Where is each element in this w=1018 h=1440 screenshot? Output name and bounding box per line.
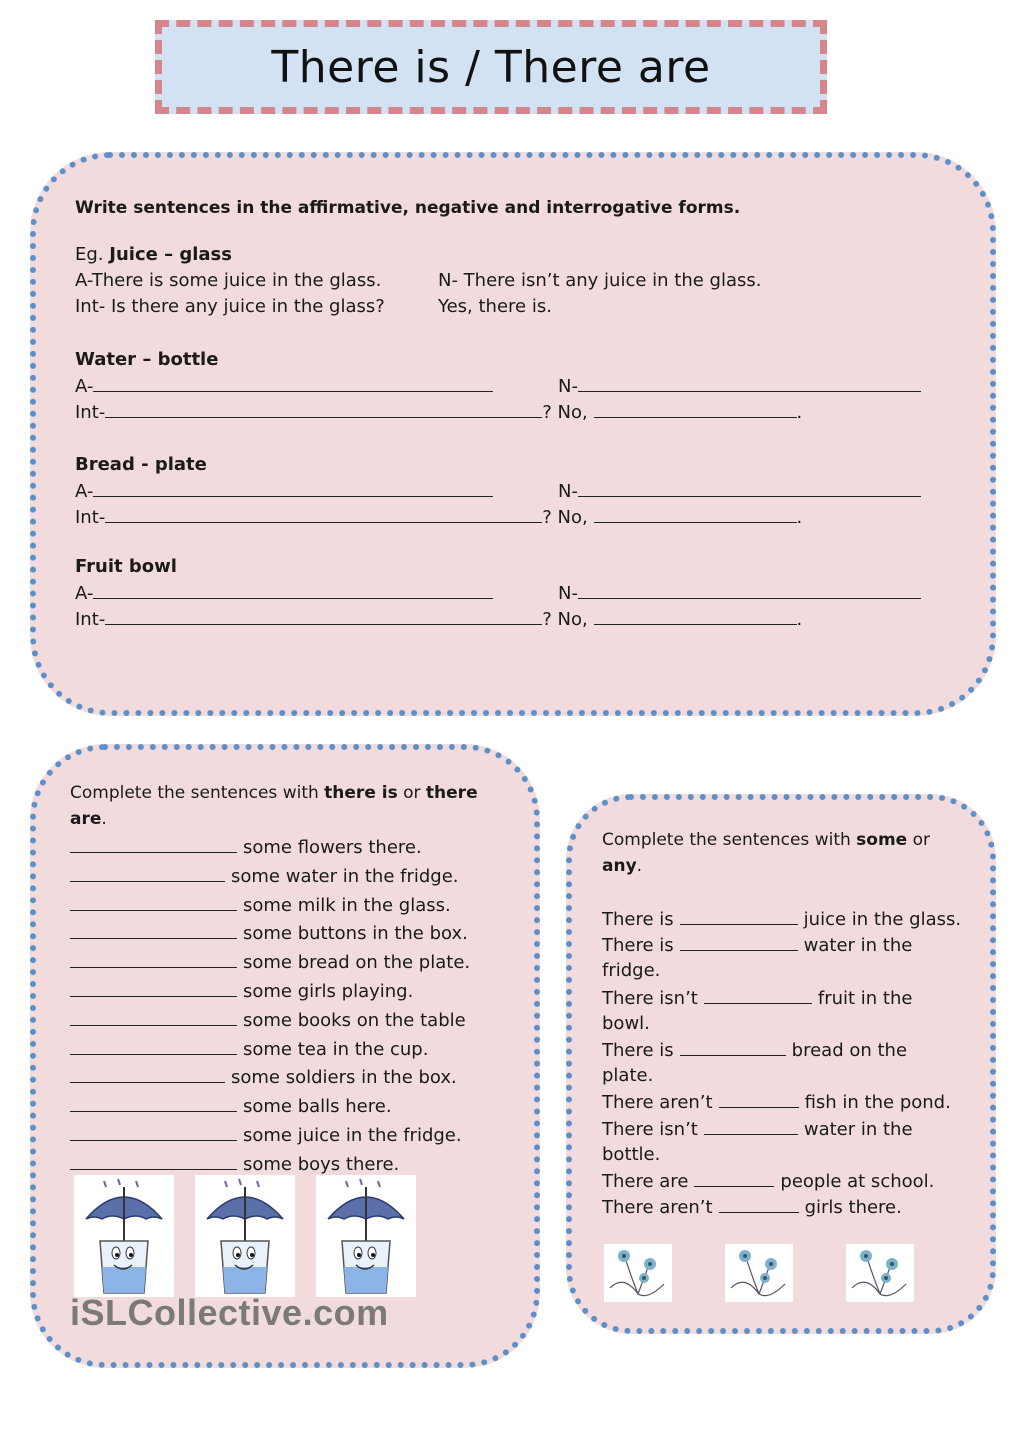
sentence-text: some soldiers in the box. [231, 1067, 457, 1089]
example-negative: N- There isn’t any juice in the glass. [438, 270, 762, 291]
sentence-text: some flowers there. [243, 837, 422, 858]
fill-in-sentence: There is juice in the glass. [602, 906, 961, 933]
title-box [155, 20, 827, 114]
flower-icon [846, 1244, 914, 1302]
answer-blank[interactable] [70, 892, 237, 911]
sentence-text: some boys there. [243, 1153, 400, 1175]
fill-in-sentence: There aren’t fish in the pond. [602, 1089, 951, 1116]
flower-icon [725, 1244, 793, 1302]
fill-in-sentence: There aren’t girls there. [602, 1194, 902, 1221]
umbrella-glass-icon [74, 1175, 174, 1297]
item-heading: Water – bottle [75, 349, 219, 370]
answer-blank[interactable] [578, 580, 921, 599]
fill-in-sentence [70, 1093, 392, 1120]
fill-in-sentence: There is bread on the [602, 1037, 907, 1064]
sentence-text: some balls here. [243, 1096, 392, 1118]
exercise-3-instruction-cont: any. [602, 856, 643, 876]
fill-in-sentence [70, 949, 470, 976]
answer-blank[interactable] [578, 373, 921, 392]
item-affirmative: A- [75, 373, 493, 400]
sentence-text: some tea in the cup. [243, 1038, 429, 1060]
item-negative: N- [558, 478, 921, 505]
fill-in-sentence: There isn’t fruit in the [602, 985, 912, 1012]
answer-blank[interactable] [93, 478, 493, 497]
item-heading: Bread - plate [75, 454, 207, 475]
fill-in-sentence [70, 1064, 457, 1091]
umbrella-glass-icon [195, 1175, 295, 1297]
answer-blank[interactable] [694, 1168, 774, 1187]
fill-in-sentence: bowl. [602, 1012, 650, 1034]
example-heading: Eg. Juice – glass [75, 244, 232, 265]
answer-blank[interactable] [93, 373, 493, 392]
answer-blank[interactable] [70, 1007, 237, 1026]
answer-blank[interactable] [105, 606, 542, 625]
answer-blank[interactable] [70, 949, 237, 968]
sentence-text: some buttons in the box. [243, 923, 468, 945]
answer-blank[interactable] [704, 985, 812, 1004]
sentence-text: some juice in the fridge. [243, 1125, 462, 1146]
answer-blank[interactable] [70, 978, 237, 997]
fill-in-sentence: bottle. [602, 1143, 661, 1165]
example-affirmative: A-There is some juice in the glass. [75, 270, 382, 291]
answer-blank[interactable] [719, 1089, 799, 1108]
fill-in-sentence [70, 978, 413, 1005]
answer-blank[interactable] [70, 863, 225, 882]
item-affirmative: A- [75, 580, 493, 607]
fill-in-sentence [70, 863, 459, 890]
fill-in-sentence: There isn’t water in the [602, 1116, 913, 1143]
fill-in-sentence [70, 1151, 399, 1178]
fill-in-sentence [70, 892, 451, 919]
answer-blank[interactable] [719, 1194, 799, 1213]
exercise-3-instruction: Complete the sentences with some or [602, 830, 931, 850]
example-answer: Yes, there is. [438, 296, 552, 317]
exercise-2-instruction-cont: are. [70, 809, 107, 829]
answer-blank[interactable] [680, 906, 798, 925]
sentence-text: some milk in the glass. [243, 894, 451, 916]
fill-in-sentence: fridge. [602, 960, 661, 982]
answer-blank[interactable] [594, 504, 797, 523]
answer-blank[interactable] [70, 1151, 237, 1170]
watermark: iSLCollective.com [70, 1292, 389, 1333]
sentence-text: some girls playing. [243, 981, 414, 1002]
item-interrogative: Int- ? No, . [75, 399, 802, 426]
flower-icon [604, 1244, 672, 1302]
exercise-2-instruction: Complete the sentences with there is or there [70, 783, 478, 803]
fill-in-sentence [70, 1122, 462, 1149]
item-affirmative: A- [75, 478, 493, 505]
answer-blank[interactable] [70, 1093, 237, 1112]
fill-in-sentence: plate. [602, 1065, 654, 1087]
answer-blank[interactable] [93, 580, 493, 599]
sentence-text: some books on the table [243, 1009, 466, 1031]
fill-in-sentence [70, 920, 468, 947]
exercise-1-instruction: Write sentences in the affirmative, negative and interrogative forms. [75, 198, 741, 218]
answer-blank[interactable] [70, 1122, 237, 1141]
answer-blank[interactable] [680, 1037, 786, 1056]
answer-blank[interactable] [105, 399, 542, 418]
fill-in-sentence: There are people at school. [602, 1168, 934, 1195]
answer-blank[interactable] [70, 1036, 237, 1055]
answer-blank[interactable] [70, 1064, 225, 1083]
answer-blank[interactable] [70, 834, 237, 853]
answer-blank[interactable] [70, 920, 237, 939]
item-interrogative: Int- ? No, . [75, 606, 802, 633]
answer-blank[interactable] [594, 399, 797, 418]
item-negative: N- [558, 373, 921, 400]
answer-blank[interactable] [105, 504, 542, 523]
umbrella-glass-icon [316, 1175, 416, 1297]
answer-blank[interactable] [680, 932, 798, 951]
item-negative: N- [558, 580, 921, 607]
sentence-text: some bread on the plate. [243, 952, 471, 974]
example-interrogative: Int- Is there any juice in the glass? [75, 296, 385, 317]
fill-in-sentence: There is water in the [602, 932, 912, 959]
answer-blank[interactable] [578, 478, 921, 497]
item-interrogative: Int- ? No, . [75, 504, 802, 531]
fill-in-sentence [70, 1036, 428, 1063]
item-heading: Fruit bowl [75, 556, 177, 577]
fill-in-sentence [70, 1007, 466, 1034]
fill-in-sentence [70, 834, 422, 861]
sentence-text: some water in the fridge. [231, 865, 459, 887]
answer-blank[interactable] [594, 606, 797, 625]
answer-blank[interactable] [704, 1116, 798, 1135]
page-title: There is / There are [271, 41, 711, 93]
